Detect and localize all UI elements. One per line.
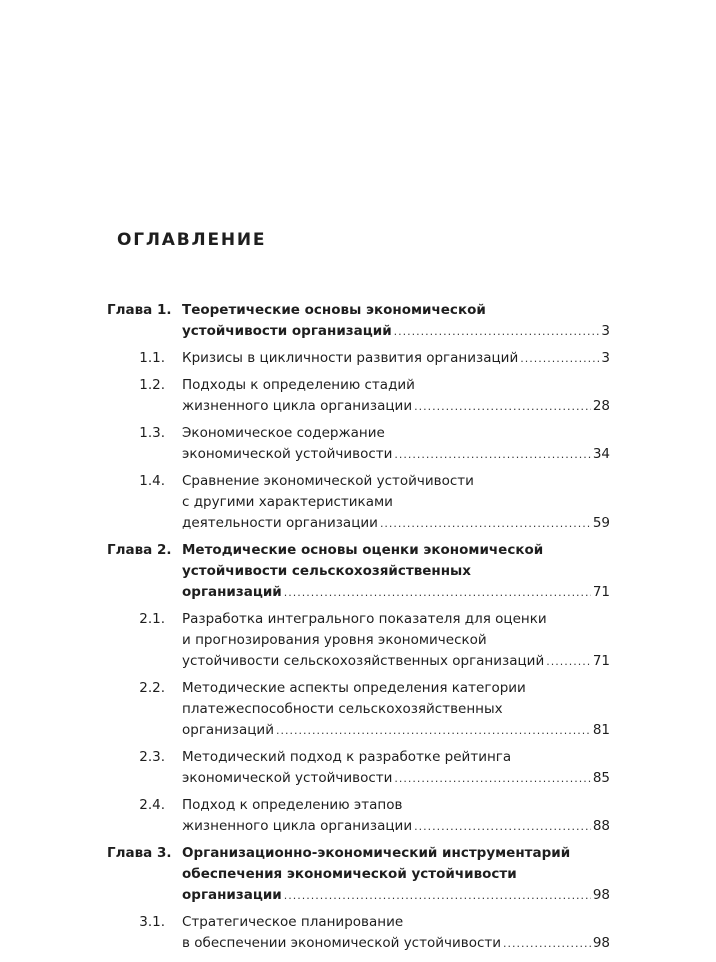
toc-entry-number: 1.3. [139, 425, 165, 441]
toc-entry-number: 3.1. [139, 914, 165, 930]
toc-title-line: в обеспечении экономической устойчивости [182, 935, 502, 951]
toc-title-line: Методические основы оценки экономической [182, 542, 544, 558]
toc-title-line: Разработка интегрального показателя для оценки [182, 611, 547, 627]
toc-title-line: Теоретические основы экономической [182, 302, 486, 318]
toc-title-line: Стратегическое планирование [182, 914, 404, 930]
toc-entry-title [182, 912, 610, 954]
toc-title-line: экономической устойчивости [182, 446, 393, 462]
toc-page-number: 3 [601, 350, 610, 366]
page-title: ОГЛАВЛЕНИЕ [117, 230, 267, 250]
dot-leader [414, 396, 591, 417]
toc-page-number: 3 [601, 323, 610, 339]
toc-entry-number: Глава 1. [107, 302, 172, 318]
toc-title-line: Подходы к определению стадий [182, 377, 415, 393]
dot-leader [394, 321, 600, 342]
dot-leader [546, 651, 591, 672]
toc-entry-title [182, 300, 610, 342]
toc-page-number: 28 [592, 398, 610, 414]
toc-entry-number: 1.1. [139, 350, 165, 366]
toc-page-number: 71 [592, 653, 610, 669]
dot-leader [394, 768, 590, 789]
toc-entry-title [182, 375, 610, 417]
toc-entry-title [182, 348, 610, 369]
dot-leader [284, 885, 591, 906]
toc-entry-title [182, 471, 610, 534]
toc-entry-number: 1.4. [139, 473, 165, 489]
toc-title-line: организации [182, 887, 282, 903]
toc-title-line: Подход к определению этапов [182, 797, 403, 813]
toc-title-line: деятельности организации [182, 515, 378, 531]
dot-leader [503, 933, 591, 954]
toc-entry-title [182, 540, 610, 603]
toc-title-line: устойчивости сельскохозяйственных организаций [182, 653, 545, 669]
toc-title-line: платежеспособности сельскохозяйственных [182, 701, 503, 717]
toc-title-line: устойчивости сельскохозяйственных [182, 563, 471, 579]
toc-entry-title [182, 423, 610, 465]
toc-title-line: организаций [182, 584, 282, 600]
toc-page-number: 88 [592, 818, 610, 834]
toc-entry-number: 2.4. [139, 797, 165, 813]
toc-page-number: 98 [592, 887, 610, 903]
toc-title-line: жизненного цикла организации [182, 398, 413, 414]
toc-title-line: Организационно-экономический инструментарий [182, 845, 571, 861]
toc-page-number: 71 [592, 584, 610, 600]
toc-title-line: и прогнозирования уровня экономической [182, 632, 487, 648]
toc-title-line: организаций [182, 722, 274, 738]
toc-entry-title [182, 609, 610, 672]
toc-title-line: Экономическое содержание [182, 425, 385, 441]
toc-title-line: обеспечения экономической устойчивости [182, 866, 517, 882]
dot-leader [394, 444, 590, 465]
toc-title-line: Кризисы в цикличности развития организаций [182, 350, 519, 366]
toc-title-line: устойчивости организаций [182, 323, 392, 339]
toc-page-number: 85 [592, 770, 610, 786]
toc-title-line: с другими характеристиками [182, 494, 393, 510]
toc-entry-title [182, 795, 610, 837]
toc-title-line: Методический подход к разработке рейтинга [182, 749, 512, 765]
toc-entry-title [182, 843, 610, 906]
toc-entry-title [182, 747, 610, 789]
toc-page-number: 98 [592, 935, 610, 951]
toc-page-number: 59 [592, 515, 610, 531]
toc-entry-number: 2.3. [139, 749, 165, 765]
toc-entry-number: 1.2. [139, 377, 165, 393]
toc-entry-number: Глава 3. [107, 845, 172, 861]
toc-page-number: 34 [592, 446, 610, 462]
toc-entry-number: 2.2. [139, 680, 165, 696]
toc-title-line: Сравнение экономической устойчивости [182, 473, 474, 489]
toc-entry-title [182, 678, 610, 741]
toc-title-line: экономической устойчивости [182, 770, 393, 786]
dot-leader [414, 816, 591, 837]
toc-entry-number: 2.1. [139, 611, 165, 627]
toc-page-number: 81 [592, 722, 610, 738]
dot-leader [380, 513, 591, 534]
dot-leader [520, 348, 599, 369]
dot-leader [284, 582, 591, 603]
toc-entry-number: Глава 2. [107, 542, 172, 558]
toc-title-line: Методические аспекты определения категории [182, 680, 526, 696]
toc-title-line: жизненного цикла организации [182, 818, 413, 834]
dot-leader [276, 720, 591, 741]
